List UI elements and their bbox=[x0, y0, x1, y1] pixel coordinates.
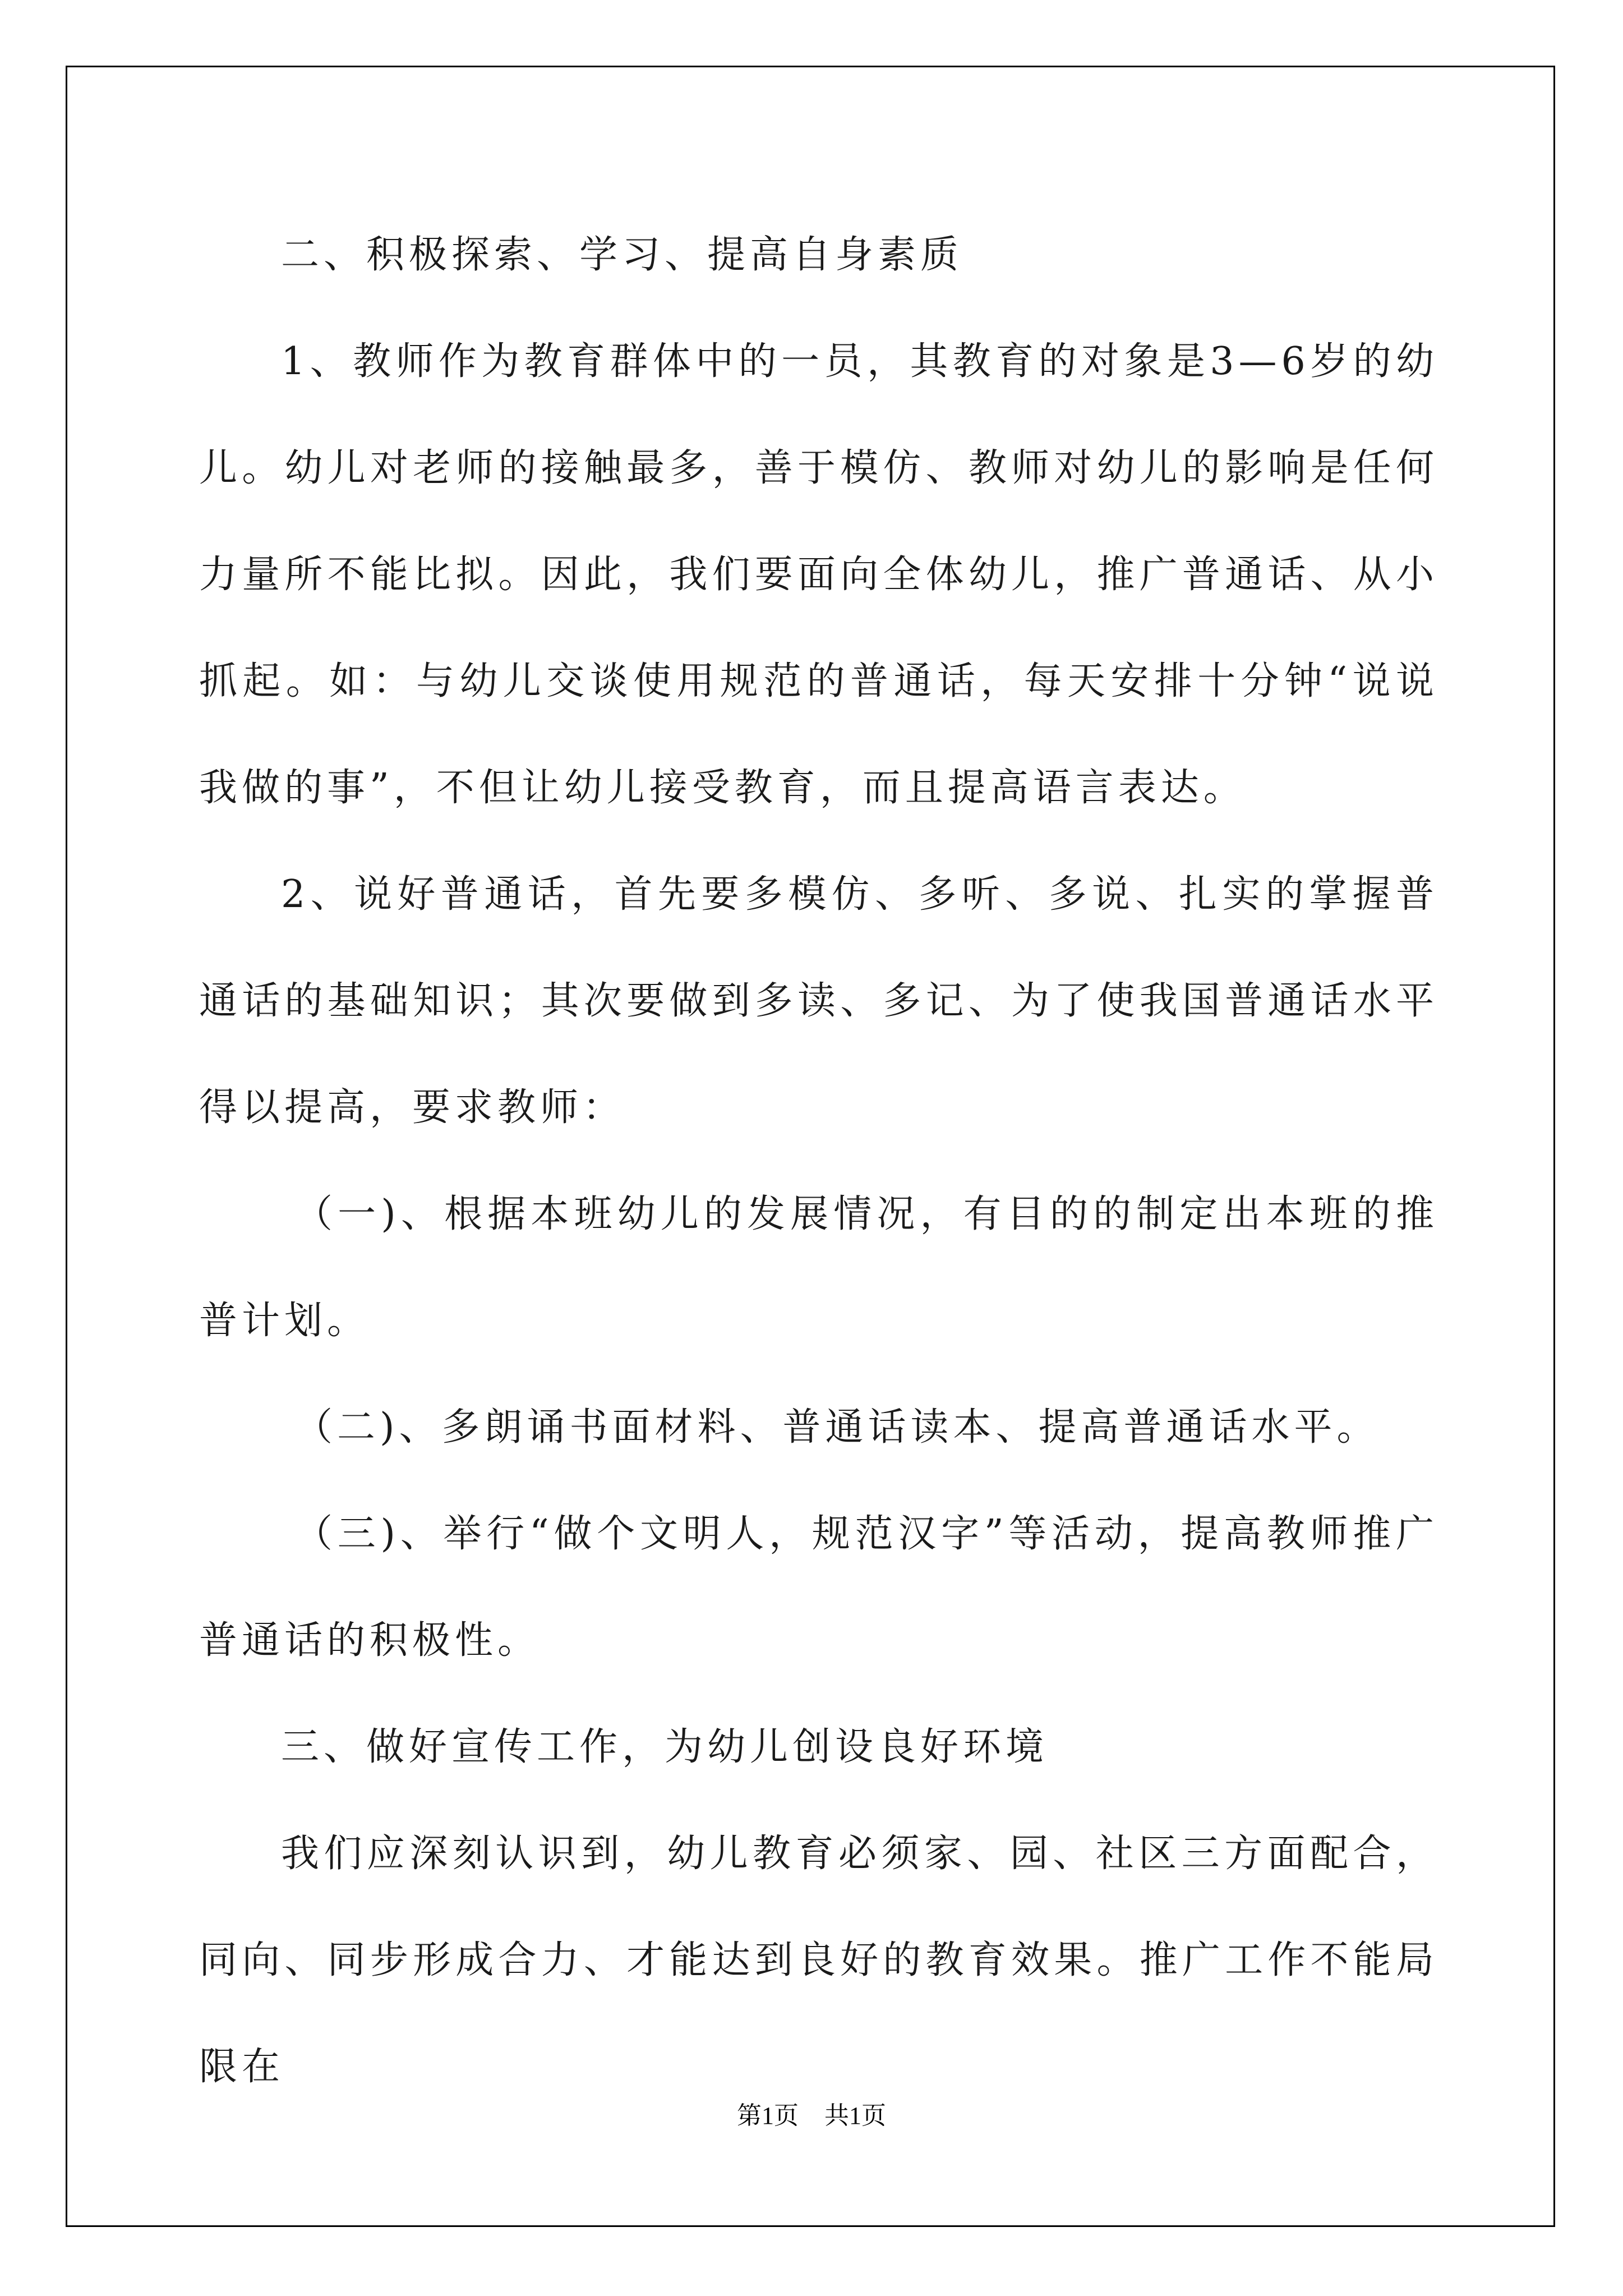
page-number: 第1页 bbox=[737, 2102, 799, 2129]
section-heading-3: 三、做好宣传工作，为幼儿创设良好环境 bbox=[281, 1725, 1049, 1769]
section-heading-2: 二、积极探索、学习、提高自身素质 bbox=[281, 233, 963, 277]
document-body bbox=[199, 202, 1438, 2120]
list-item-3: （三)、举行“做个文明人，规范汉字”等活动，提高教师推广普通话的积极性。 bbox=[199, 1512, 1438, 1663]
paragraph-3: 我们应深刻认识到，幼儿教育必须家、园、社区三方面配合，同向、同步形成合力、才能达到良好的教育效果。推广工作不能局限在 bbox=[199, 1832, 1438, 2089]
paragraph-1: 1、教师作为教育群体中的一员，其教育的对象是3—6岁的幼儿。幼儿对老师的接触最多，善于模仿、教师对幼儿的影响是任何力量所不能比拟。因此，我们要面向全体幼儿，推广普通话、从小抓起。如：与幼儿交谈使用规范的普通话，每天安排十分钟“说说我做的事”，不但让幼儿接受教育，而且提高语言表达。 bbox=[199, 339, 1438, 810]
list-item-2: （二)、多朗诵书面材料、普通话读本、提高普通话水平。 bbox=[294, 1405, 1380, 1450]
list-item-1: （一)、根据本班幼儿的发展情况，有目的的制定出本班的推普计划。 bbox=[199, 1192, 1438, 1343]
paragraph-2: 2、说好普通话，首先要多模仿、多听、多说、扎实的掌握普通话的基础知识；其次要做到多读、多记、为了使我国普通话水平得以提高，要求教师： bbox=[199, 872, 1438, 1130]
page-footer bbox=[0, 2099, 1623, 2133]
page-total: 共1页 bbox=[824, 2102, 886, 2129]
